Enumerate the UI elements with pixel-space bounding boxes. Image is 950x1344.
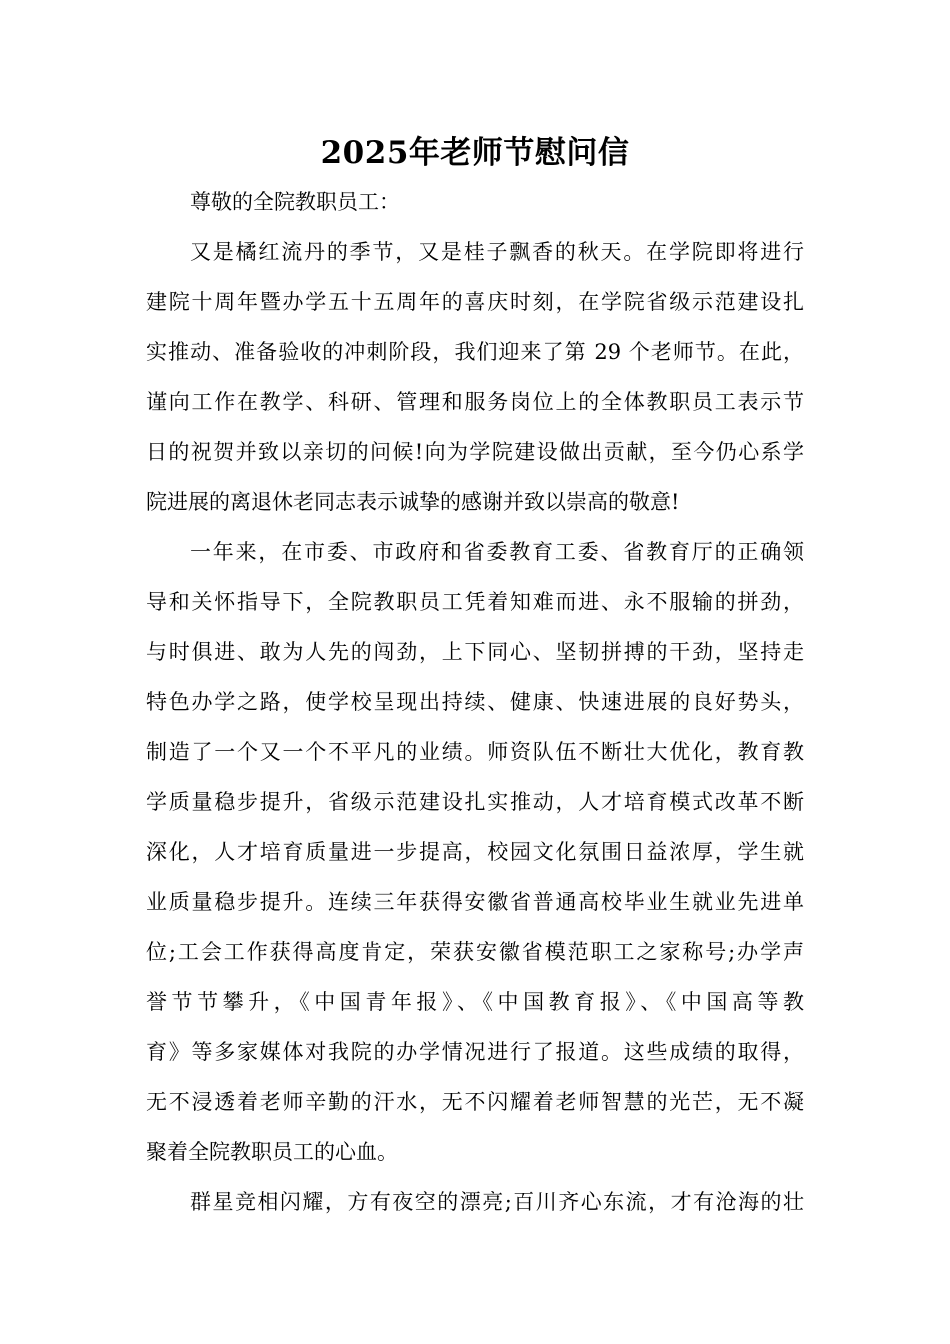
body-line: 院进展的离退休老同志表示诚挚的感谢并致以崇高的敬意!: [146, 490, 680, 514]
body-line: 又是橘红流丹的季节，又是桂子飘香的秋天。在学院即将进行: [190, 240, 804, 264]
body-line: 群星竞相闪耀，方有夜空的漂亮;百川齐心东流，才有沧海的壮: [190, 1190, 804, 1214]
body-line: 聚着全院教职员工的心血。: [146, 1140, 398, 1164]
body-line: 位;工会工作获得高度肯定，荣获安徽省模范职工之家称号;办学声: [146, 940, 804, 964]
body-line: 一年来，在市委、市政府和省委教育工委、省教育厅的正确领: [190, 540, 804, 564]
page-title: 2025年老师节慰问信: [320, 135, 630, 171]
body-line: 实推动、准备验收的冲刺阶段，我们迎来了第 29 个老师节。在此，: [146, 340, 804, 364]
body-line: 誉节节攀升，《中国青年报》、《中国教育报》、《中国高等教: [146, 990, 804, 1014]
body-line: 学质量稳步提升，省级示范建设扎实推动，人才培育模式改革不断: [146, 790, 804, 814]
body-line: 深化，人才培育质量进一步提高，校园文化氛围日益浓厚，学生就: [146, 840, 804, 864]
body-line: 无不浸透着老师辛勤的汗水，无不闪耀着老师智慧的光芒，无不凝: [146, 1090, 804, 1114]
body-line: 导和关怀指导下，全院教职员工凭着知难而进、永不服输的拼劲，: [146, 590, 804, 614]
body-line: 制造了一个又一个不平凡的业绩。师资队伍不断壮大优化，教育教: [146, 740, 804, 764]
salutation: 尊敬的全院教职员工：: [190, 190, 400, 214]
body-line: 与时俱进、敢为人先的闯劲，上下同心、坚韧拼搏的干劲，坚持走: [146, 640, 804, 664]
body-line: 育》等多家媒体对我院的办学情况进行了报道。这些成绩的取得，: [146, 1040, 804, 1064]
body-line: 业质量稳步提升。连续三年获得安徽省普通高校毕业生就业先进单: [146, 890, 804, 914]
body-line: 日的祝贺并致以亲切的问候!向为学院建设做出贡献，至今仍心系学: [146, 440, 804, 464]
body-line: 谨向工作在教学、科研、管理和服务岗位上的全体教职员工表示节: [146, 390, 804, 414]
body-line: 建院十周年暨办学五十五周年的喜庆时刻，在学院省级示范建设扎: [146, 290, 804, 314]
letter-body: [146, 230, 804, 1230]
body-line: 特色办学之路，使学校呈现出持续、健康、快速进展的良好势头，: [146, 690, 804, 714]
